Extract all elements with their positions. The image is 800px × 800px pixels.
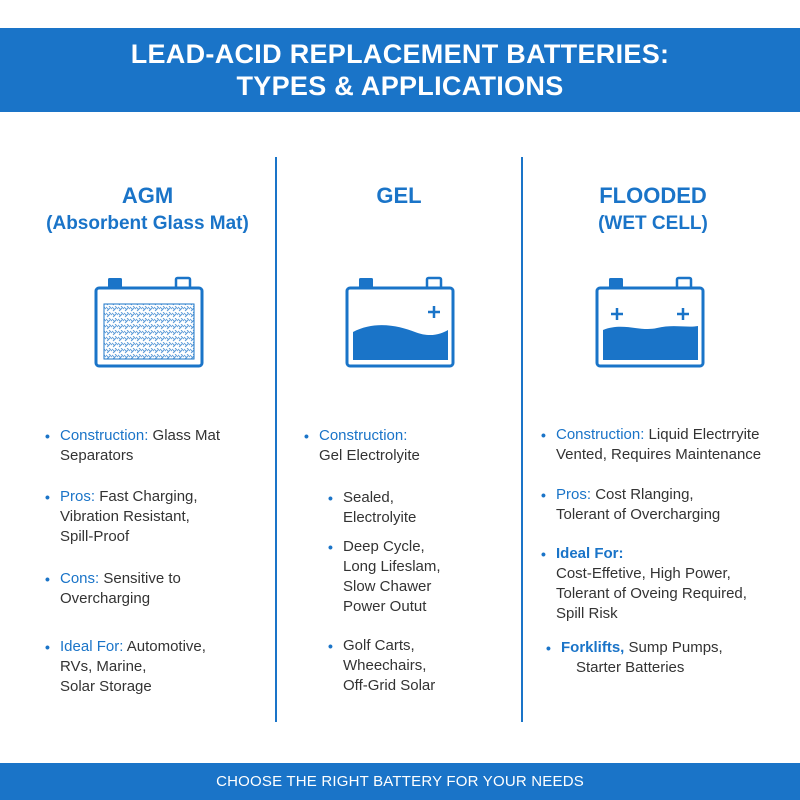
bullet-text: Long Lifeslam, bbox=[343, 558, 441, 575]
bullet-text: Electrolyite bbox=[343, 509, 417, 526]
column-divider bbox=[521, 157, 523, 722]
bullet-icon: • bbox=[541, 427, 546, 443]
bullet-text: Wheechairs, bbox=[343, 657, 427, 674]
bullet-text: Fast Charging, bbox=[99, 488, 198, 505]
bullet-key: Construction: bbox=[556, 426, 645, 443]
battery-gel-icon bbox=[345, 276, 457, 370]
bullet-text: Starter Batteries bbox=[576, 659, 685, 676]
bullet-icon: • bbox=[304, 428, 309, 444]
bullet-icon: • bbox=[541, 546, 546, 562]
bullet-text: Vibration Resistant, bbox=[60, 508, 190, 525]
bullet-text: Gel Electrolyite bbox=[319, 447, 420, 464]
bullet-text: RVs, Marine, bbox=[60, 658, 147, 675]
bullet-icon: • bbox=[45, 639, 50, 655]
column-divider bbox=[275, 157, 277, 722]
gel-title: GEL bbox=[376, 183, 422, 208]
header-title-line-2: TYPES & APPLICATIONS bbox=[236, 71, 564, 101]
bullet-text: Liquid Electrryite bbox=[648, 426, 760, 443]
gel-construction-item bbox=[304, 426, 420, 466]
flooded-title: FLOODED bbox=[599, 183, 707, 208]
bullet-text: Spill-Proof bbox=[60, 528, 130, 545]
bullet-text: Sealed, bbox=[343, 489, 394, 506]
flooded-applications-item bbox=[546, 638, 723, 678]
flooded-ideal-for-item bbox=[541, 544, 747, 624]
bullet-text: Cost Rlanging, bbox=[595, 486, 694, 503]
agm-subtitle: (Absorbent Glass Mat) bbox=[46, 213, 249, 234]
bullet-key: Cons: bbox=[60, 570, 100, 587]
bullet-icon: • bbox=[45, 571, 50, 587]
bullet-text: Slow Chawer bbox=[343, 578, 432, 595]
bullet-text: Golf Carts, bbox=[343, 637, 415, 654]
bullet-icon: • bbox=[45, 489, 50, 505]
bullet-icon: • bbox=[328, 638, 333, 654]
agm-construction-item bbox=[45, 426, 221, 466]
flooded-pros-item bbox=[541, 485, 721, 525]
battery-flooded-icon bbox=[595, 276, 707, 370]
bullet-text: Solar Storage bbox=[60, 678, 152, 695]
bullet-icon: • bbox=[328, 539, 333, 555]
agm-heading bbox=[20, 182, 275, 237]
bullet-key: Pros: bbox=[60, 488, 96, 505]
agm-cons-item bbox=[45, 569, 181, 609]
bullet-text: Power Outut bbox=[343, 598, 427, 615]
footer-text: CHOOSE THE RIGHT BATTERY FOR YOUR NEEDS bbox=[216, 773, 584, 790]
bullet-text: Spill Risk bbox=[556, 605, 618, 622]
bullet-text: Deep Cycle, bbox=[343, 538, 425, 555]
bullet-text: Tolerant of Overcharging bbox=[556, 506, 721, 523]
bullet-key: Forklifts, bbox=[561, 639, 625, 656]
bullet-icon: • bbox=[541, 487, 546, 503]
bullet-text: Automotive, bbox=[126, 638, 206, 655]
bullet-text: Sensitive to bbox=[103, 570, 181, 587]
flooded-subtitle: (WET CELL) bbox=[598, 213, 708, 234]
bullet-icon: • bbox=[45, 428, 50, 444]
bullet-text: Cost-Effetive, High Power, bbox=[556, 565, 731, 582]
bullet-key: Ideal For: bbox=[556, 545, 624, 562]
gel-applications-item bbox=[328, 636, 436, 696]
gel-deep-cycle-item bbox=[328, 537, 441, 617]
bullet-icon: • bbox=[328, 490, 333, 506]
battery-glass-mat-icon bbox=[94, 276, 206, 370]
bullet-key: Pros: bbox=[556, 486, 592, 503]
agm-pros-item bbox=[45, 487, 198, 547]
page-header bbox=[0, 28, 800, 112]
bullet-text: Vented, Requires Maintenance bbox=[556, 446, 762, 463]
bullet-key: Ideal For: bbox=[60, 638, 124, 655]
bullet-key: Construction: bbox=[60, 427, 149, 444]
agm-title: AGM bbox=[121, 183, 174, 208]
bullet-text: Separators bbox=[60, 447, 134, 464]
bullet-text: Sump Pumps, bbox=[628, 639, 723, 656]
header-title-line-1: LEAD-ACID REPLACEMENT BATTERIES: bbox=[130, 39, 670, 69]
bullet-text: Tolerant of Oveing Required, bbox=[556, 585, 747, 602]
bullet-key: Construction: bbox=[319, 427, 408, 444]
page-footer bbox=[0, 763, 800, 800]
bullet-text: Overcharging bbox=[60, 590, 151, 607]
bullet-text: Off-Grid Solar bbox=[343, 677, 436, 694]
flooded-construction-item bbox=[541, 425, 762, 465]
bullet-icon: • bbox=[546, 640, 551, 656]
gel-heading bbox=[277, 182, 521, 210]
flooded-heading bbox=[523, 182, 783, 237]
agm-ideal-for-item bbox=[45, 637, 206, 697]
bullet-text: Glass Mat bbox=[152, 427, 221, 444]
gel-sealed-item bbox=[328, 488, 417, 528]
